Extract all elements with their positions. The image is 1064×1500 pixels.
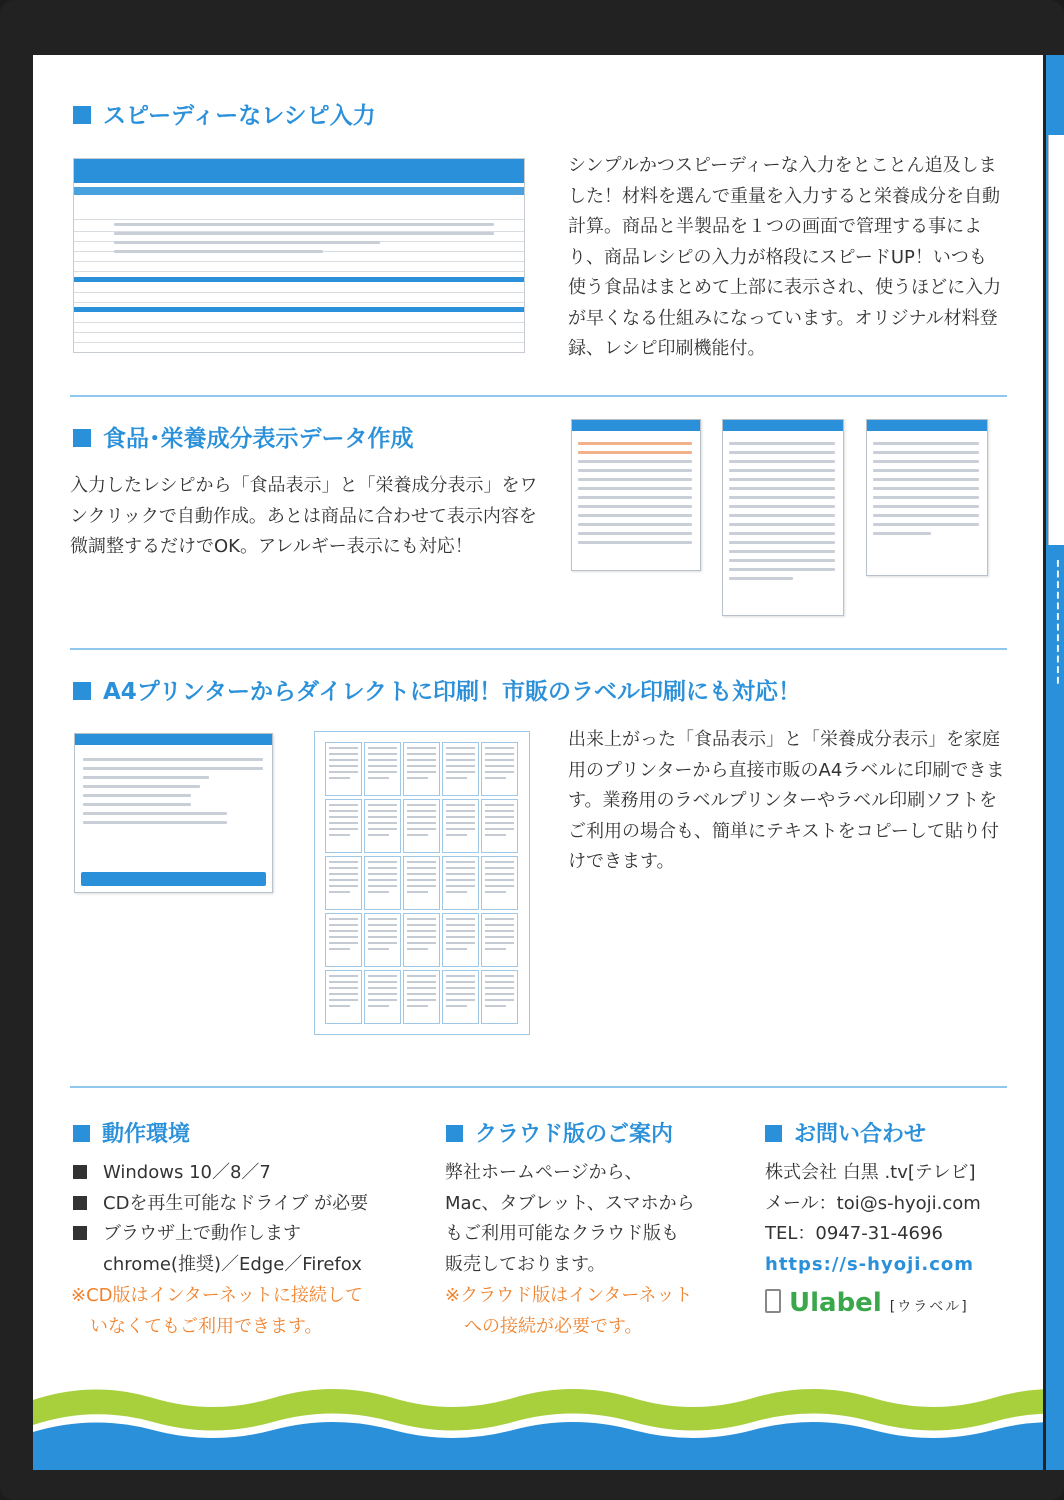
wave-decoration — [33, 1380, 1043, 1470]
spine-decoration: ━━━━━━━━━━━━ — [1051, 560, 1064, 688]
label-cell — [364, 856, 401, 910]
spine-label-tab — [1048, 135, 1064, 545]
label-cell — [481, 913, 518, 967]
square-bullet-icon — [73, 682, 91, 700]
a4-label-sheet-screenshot — [314, 731, 530, 1035]
recipe-heading: スピーディーなレシピ入力 — [73, 97, 376, 130]
env-item: Windows 10／8／7 — [73, 1158, 271, 1189]
label-cell — [325, 742, 362, 796]
label-cell — [442, 856, 479, 910]
label-heading: 食品･栄養成分表示データ作成 — [73, 420, 414, 453]
square-bullet-icon — [765, 1125, 782, 1142]
label-cell — [364, 913, 401, 967]
website-link[interactable]: https://s-hyoji.com — [765, 1254, 975, 1275]
environment-heading: 動作環境 — [73, 1117, 190, 1148]
ulabel-logo: Ulabel [ウラベル] — [765, 1288, 969, 1318]
label-cell — [325, 856, 362, 910]
label-cell — [364, 970, 401, 1024]
print-heading: A4プリンターからダイレクトに印刷！市販のラベル印刷にも対応！ — [73, 673, 801, 706]
label-description: 入力したレシピから「食品表示」と「栄養成分表示」をワンクリックで自動作成。あとは商品に合わせて表示内容を微調整するだけでOK。アレルギー表示にも対応！ — [70, 475, 538, 557]
recipe-description: シンプルかつスピーディーな入力をとことん追及しました！材料を選んで重量を入力すると栄養成分を自動計算。商品と半製品を１つの画面で管理する事により、商品レシピの入力が格段にスピードUP！いつも使う食品はまとめて上部に表示され、使うほどに入力が早くなる仕組みになっています。オリジナル材料登録、レシピ印刷機能付。 — [568, 155, 1002, 359]
label-cell — [403, 799, 440, 853]
label-cell — [364, 799, 401, 853]
label-cell — [442, 970, 479, 1024]
print-settings-screenshot — [74, 733, 273, 893]
label-cell — [442, 799, 479, 853]
divider — [70, 395, 1007, 397]
label-cell — [442, 742, 479, 796]
allergy-card-screenshot — [571, 419, 701, 571]
food-label-card-screenshot — [722, 419, 844, 616]
env-browsers: chrome(推奨)／Edge／Firefox — [103, 1254, 362, 1275]
label-cell — [364, 742, 401, 796]
square-bullet-icon — [73, 1125, 90, 1142]
cloud-heading: クラウド版のご案内 — [446, 1117, 673, 1148]
divider — [70, 648, 1007, 650]
recipe-screenshot — [73, 158, 525, 353]
env-note: いなくてもご利用できます。 — [90, 1316, 323, 1337]
label-roll-icon — [765, 1289, 781, 1313]
square-bullet-icon — [73, 1196, 87, 1210]
label-cell — [403, 913, 440, 967]
contact-heading: お問い合わせ — [765, 1117, 926, 1148]
label-cell — [442, 913, 479, 967]
cloud-line: Mac、タブレット、スマホから — [445, 1193, 695, 1214]
label-cell — [403, 970, 440, 1024]
square-bullet-icon — [73, 1226, 87, 1240]
contact-company: 株式会社 白黒 .tv[テレビ] — [765, 1162, 976, 1183]
cloud-line: 弊社ホームページから、 — [445, 1162, 643, 1183]
nutrition-card-screenshot — [866, 419, 988, 576]
square-bullet-icon — [73, 106, 91, 124]
env-item: CDを再生可能なドライブ が必要 — [73, 1189, 368, 1220]
label-cell — [481, 742, 518, 796]
back-cover-sheet — [33, 55, 1043, 1470]
cloud-line: もご利用可能なクラウド版も — [445, 1223, 679, 1244]
label-cell — [481, 799, 518, 853]
divider — [70, 1086, 1007, 1088]
label-cell — [403, 742, 440, 796]
print-description: 出来上がった「食品表示」と「栄養成分表示」を家庭用のプリンターから直接市販のA4ラベルに印刷できます。業務用のラベルプリンターやラベル印刷ソフトをご利用の場合も、簡単にテキストをコピーして貼り付けできます。 — [568, 729, 1005, 872]
cloud-note: への接続が必要です。 — [464, 1316, 643, 1337]
cloud-note: ※クラウド版はインターネット — [445, 1285, 693, 1306]
contact-email[interactable]: メール：toi@s-hyoji.com — [765, 1193, 981, 1214]
label-cell — [325, 970, 362, 1024]
label-cell — [325, 913, 362, 967]
label-cell — [403, 856, 440, 910]
label-cell — [481, 970, 518, 1024]
square-bullet-icon — [446, 1125, 463, 1142]
env-note: ※CD版はインターネットに接続して — [71, 1285, 363, 1306]
env-item: ブラウザ上で動作します — [73, 1219, 301, 1250]
cloud-line: 販売しております。 — [445, 1254, 606, 1275]
square-bullet-icon — [73, 429, 91, 447]
label-cell — [481, 856, 518, 910]
square-bullet-icon — [73, 1165, 87, 1179]
label-cell — [325, 799, 362, 853]
contact-tel: TEL：0947-31-4696 — [765, 1223, 943, 1244]
